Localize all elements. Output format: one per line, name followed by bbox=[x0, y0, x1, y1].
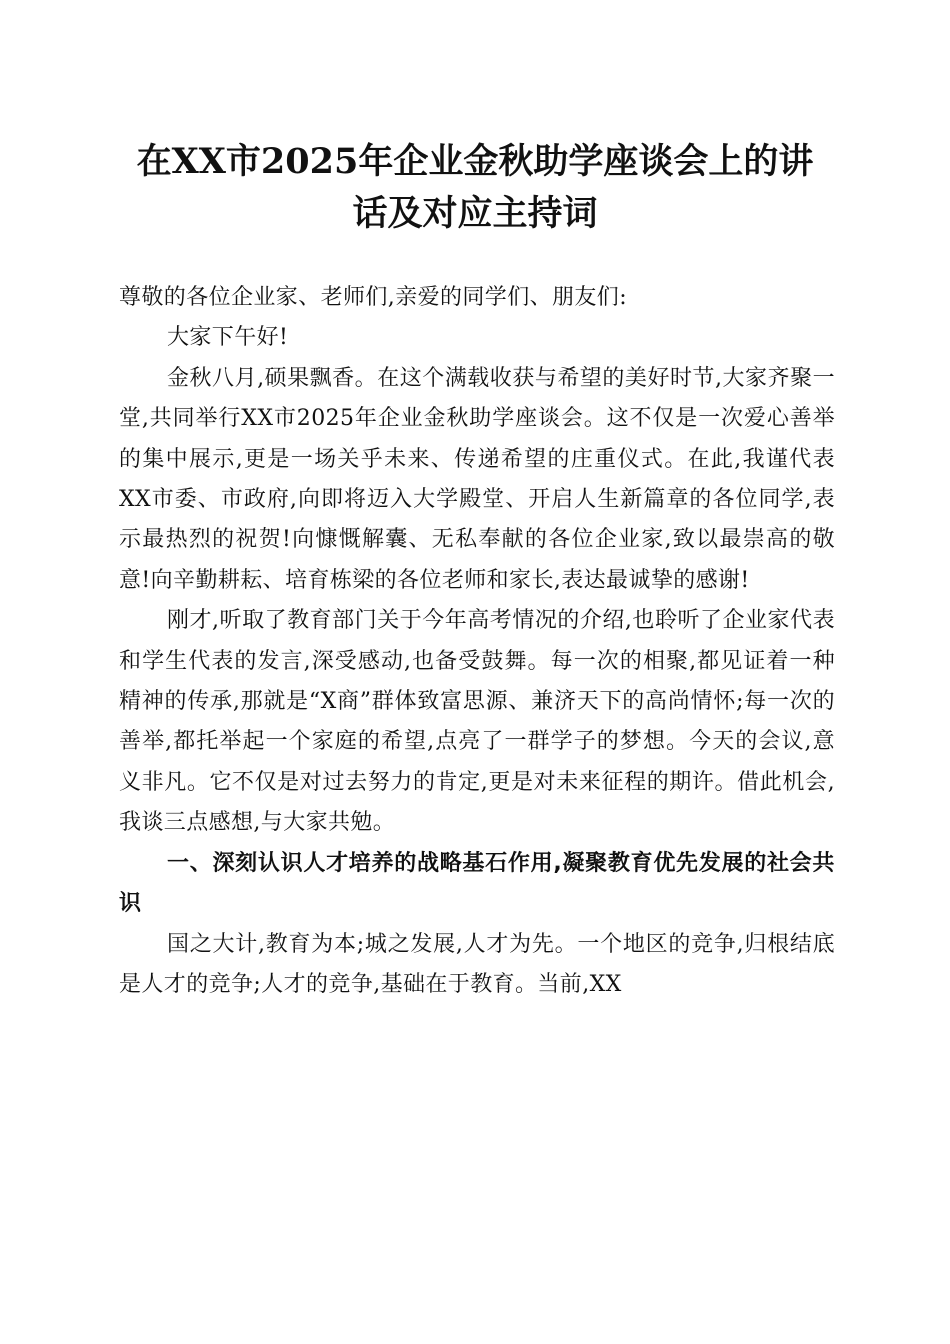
paragraph: 金秋八月,硕果飘香。在这个满载收获与希望的美好时节,大家齐聚一堂,共同举行XX市2025年企业金秋助学座谈会。这不仅是一次爱心善举的集中展示,更是一场关乎未来、传递希望的庄重仪式。在此,我谨代表XX市委、市政府,向即将迈入大学殿堂、开启人生新篇章的各位同学,表示最热烈的祝贺!向慷慨解囊、无私奉献的各位企业家,致以最崇高的敬意!向辛勤耕耘、培育栋梁的各位老师和家长,表达最诚挚的感谢! bbox=[119, 365, 835, 593]
document-body bbox=[119, 278, 835, 1005]
paragraph: 国之大计,教育为本;城之发展,人才为先。一个地区的竞争,归根结底是人才的竞争;人才的竞争,基础在于教育。当前,XX bbox=[119, 931, 835, 997]
salutation: 尊敬的各位企业家、老师们,亲爱的同学们、朋友们: bbox=[119, 285, 628, 310]
title-line-1: 在XX市2025年企业金秋助学座谈会上的讲 bbox=[136, 141, 814, 182]
paragraph: 刚才,听取了教育部门关于今年高考情况的介绍,也聆听了企业家代表和学生代表的发言,深受感动,也备受鼓舞。每一次的相聚,都见证着一种精神的传承,那就是“X商”群体致富思源、兼济天下的高尚情怀;每一次的善举,都托举起一个家庭的希望,点亮了一群学子的梦想。今天的会议,意义非凡。它不仅是对过去努力的肯定,更是对未来征程的期许。借此机会,我谈三点感想,与大家共勉。 bbox=[119, 608, 835, 836]
document-title bbox=[95, 136, 855, 240]
section-heading: 一、深刻认识人才培养的战略基石作用,凝聚教育优先发展的社会共识 bbox=[119, 850, 835, 917]
greeting: 大家下午好! bbox=[167, 325, 289, 351]
title-line-2: 话及对应主持词 bbox=[352, 193, 598, 234]
